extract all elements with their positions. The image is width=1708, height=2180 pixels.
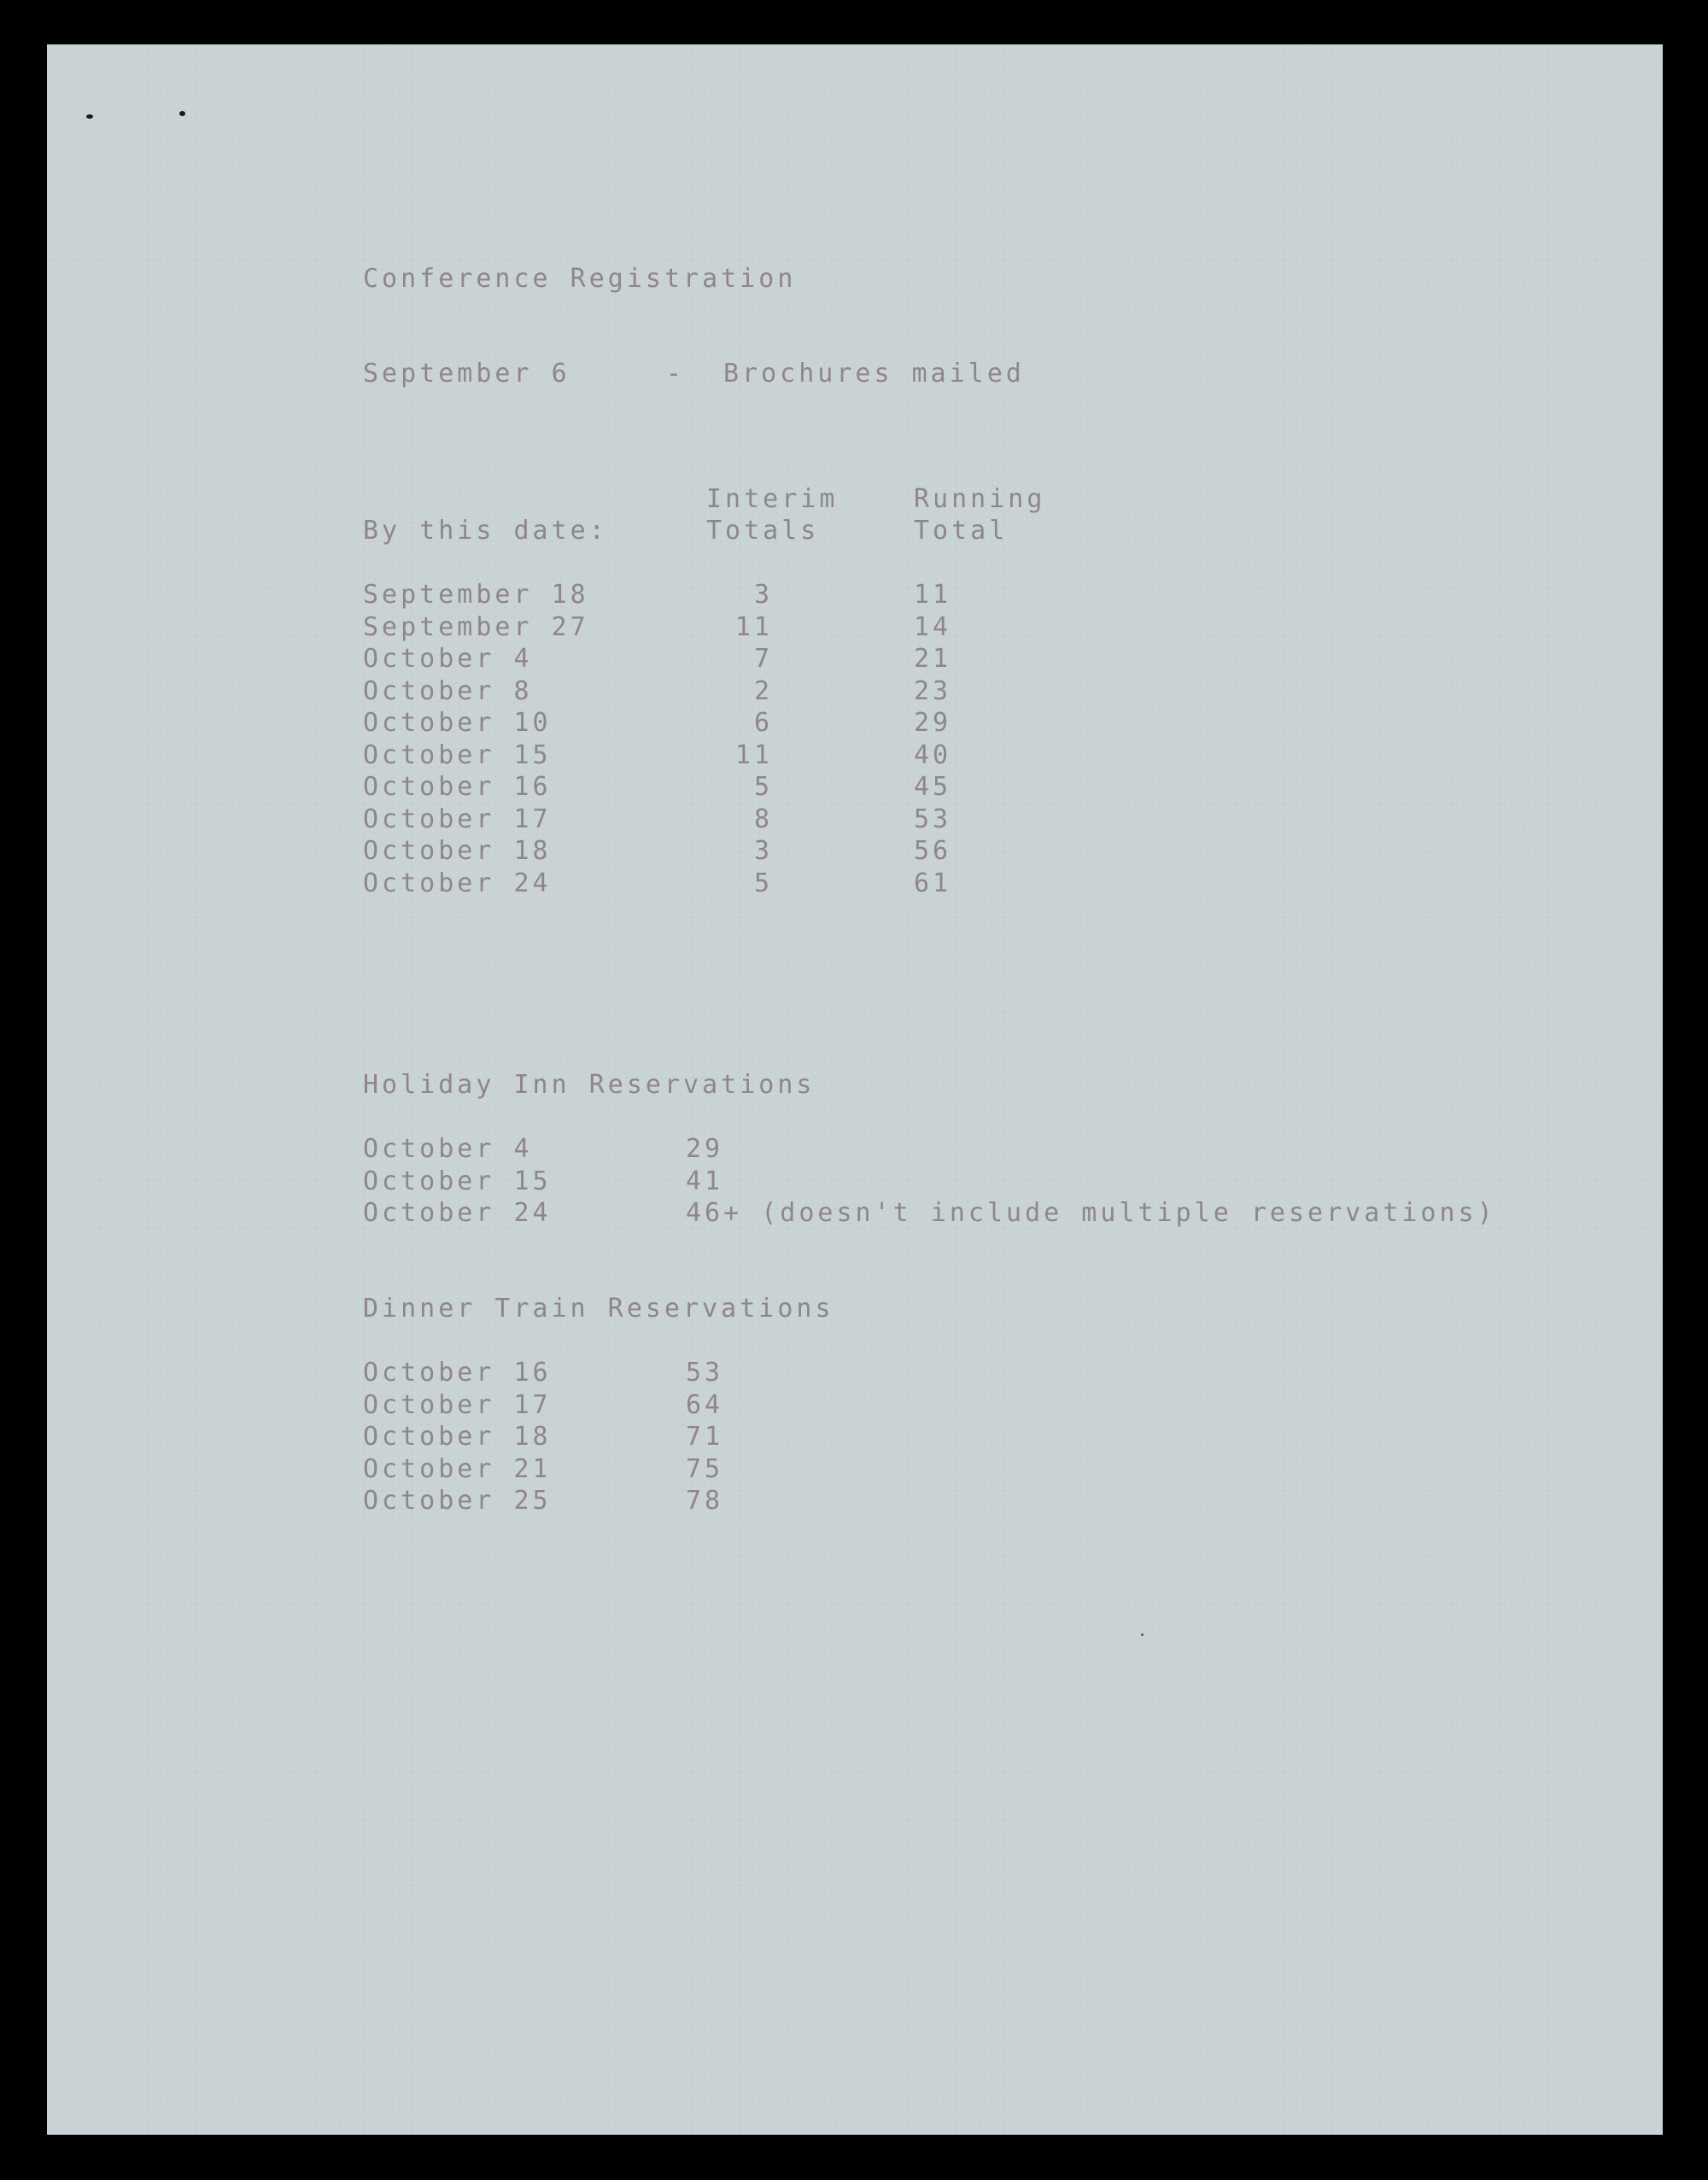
row-interim: 3 [753, 580, 773, 610]
list-item [363, 1453, 1046, 1486]
row-running: 21 [914, 644, 952, 674]
holiday-inn-date: October 24 [363, 1198, 552, 1228]
row-running: 61 [914, 868, 952, 898]
header-date-label: By this date: [363, 516, 608, 546]
dinner-train-date: October 16 [363, 1358, 552, 1388]
mailing-event: Brochures mailed [723, 359, 1025, 389]
row-running: 11 [914, 580, 952, 610]
row-interim: 6 [753, 708, 773, 738]
row-running: 14 [914, 611, 952, 642]
table-row [363, 804, 1046, 836]
row-running: 40 [914, 739, 952, 770]
row-date: September 18 [363, 580, 589, 610]
header-running-line1: Running [914, 484, 1046, 514]
holiday-inn-count: 46+ (doesn't include multiple reservations) [686, 1198, 1496, 1228]
table-row [363, 611, 1046, 644]
mailing-dash: - [666, 359, 686, 389]
row-interim: 5 [753, 772, 773, 802]
header-interim-line2: Totals [706, 516, 820, 546]
dinner-train-date: October 18 [363, 1422, 552, 1452]
scan-speck [179, 111, 185, 116]
table-row [363, 739, 1046, 772]
holiday-inn-count: 29 [686, 1134, 724, 1164]
registration-table [363, 579, 1046, 899]
dinner-train-date: October 21 [363, 1453, 552, 1484]
table-row [363, 835, 1046, 868]
list-item [363, 1197, 1601, 1230]
row-interim: 5 [753, 868, 773, 898]
dinner-train-date: October 25 [363, 1486, 552, 1516]
row-date: October 4 [363, 644, 533, 674]
holiday-inn-count: 41 [686, 1166, 724, 1196]
holiday-inn-date: October 4 [363, 1134, 533, 1164]
table-row [363, 675, 1046, 708]
row-running: 23 [914, 675, 952, 706]
row-running: 56 [914, 836, 952, 866]
dinner-train-count: 53 [686, 1358, 724, 1388]
row-interim: 8 [753, 804, 773, 834]
dinner-train-date: October 17 [363, 1389, 552, 1420]
header-interim-line1: Interim [706, 484, 839, 514]
row-date: October 15 [363, 739, 552, 770]
row-date: October 16 [363, 772, 552, 802]
scan-speck [1141, 1634, 1144, 1636]
row-interim: 3 [753, 836, 773, 866]
row-date: September 27 [363, 611, 589, 642]
document-page [47, 44, 1663, 2135]
list-item [363, 1485, 1046, 1517]
table-row [363, 771, 1046, 804]
table-row [363, 643, 1046, 675]
holiday-inn-date: October 15 [363, 1166, 552, 1196]
row-interim: 11 [734, 739, 773, 770]
row-date: October 17 [363, 804, 552, 834]
table-row [363, 868, 1046, 900]
holiday-inn-table [363, 1133, 1601, 1230]
row-date: October 10 [363, 708, 552, 738]
row-date: October 8 [363, 675, 533, 706]
row-running: 45 [914, 772, 952, 802]
holiday-inn-heading: Holiday Inn Reservations [363, 1070, 816, 1100]
row-interim: 7 [753, 644, 773, 674]
dinner-train-count: 78 [686, 1486, 724, 1516]
row-running: 53 [914, 804, 952, 834]
row-interim: 11 [734, 611, 773, 642]
table-row [363, 579, 1046, 611]
dinner-train-table [363, 1357, 1046, 1517]
list-item [363, 1166, 1601, 1198]
dinner-train-count: 64 [686, 1389, 724, 1420]
scan-speck [86, 114, 93, 119]
dinner-train-count: 75 [686, 1453, 724, 1484]
row-date: October 18 [363, 836, 552, 866]
header-running-line2: Total [914, 516, 1009, 546]
dinner-train-count: 71 [686, 1422, 724, 1452]
list-item [363, 1389, 1046, 1422]
mailing-date: September 6 [363, 359, 570, 389]
list-item [363, 1133, 1601, 1166]
row-date: October 24 [363, 868, 552, 898]
row-interim: 2 [753, 675, 773, 706]
dinner-train-heading: Dinner Train Reservations [363, 1294, 834, 1324]
list-item [363, 1357, 1046, 1389]
table-row [363, 707, 1046, 739]
list-item [363, 1421, 1046, 1453]
document-title: Conference Registration [363, 264, 797, 294]
row-running: 29 [914, 708, 952, 738]
